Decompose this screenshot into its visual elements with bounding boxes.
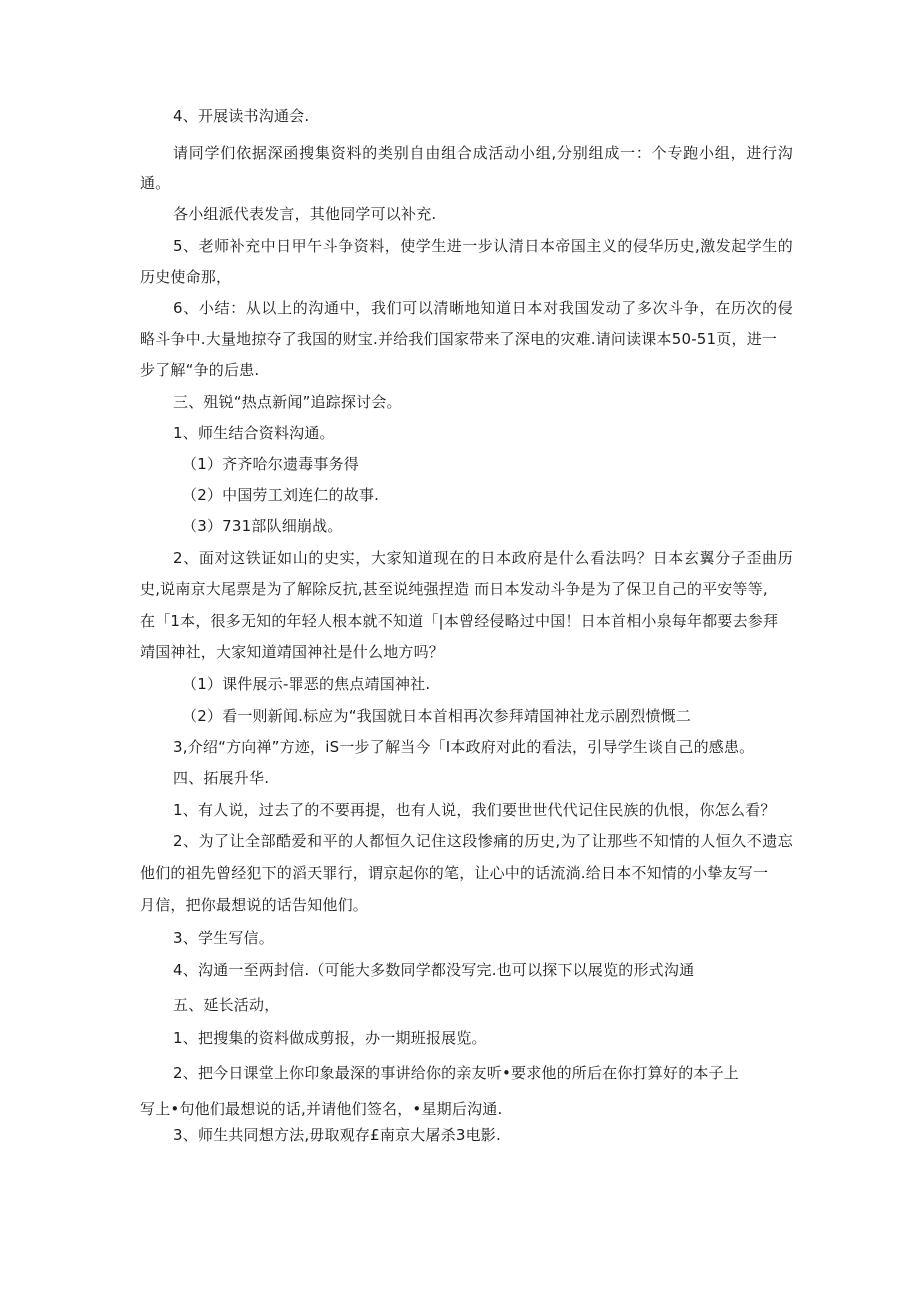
section-heading: 四、拓展升华.: [173, 769, 270, 787]
text-line: 各小组派代表发言，其他同学可以补充.: [173, 205, 437, 223]
text-line: 2、把今日课堂上你印象最深的事讲给你的亲友听•要求他的所后在你打算好的本子上: [173, 1064, 739, 1082]
text-line: 通。: [140, 174, 171, 192]
text-line: 1、有人说，过去了的不要再提，也有人说，我们要世世代代记住民族的仇恨，你怎么看？: [173, 801, 776, 819]
text-line: 月信，把你最想说的话告知他们。: [140, 896, 369, 914]
text-line: 步了解“争的后患.: [140, 361, 260, 379]
text-line: （3）731部队细崩战。: [182, 517, 343, 535]
text-line: 4、沟通一至两封信.（可能大多数同学都没写完.也可以探下以展览的形式沟通: [173, 961, 695, 979]
text-line: 6、小结：从以上的沟通中，我们可以清晰地知道日本对我国发动了多次斗争，在历次的侵: [173, 299, 793, 317]
section-heading: 三、殂锐“热点新闻”追踪探讨会。: [173, 393, 402, 411]
text-line: 他们的祖先曾经犯下的滔天罪行，谓京起你的笔，让心中的话流淌.给日本不知情的小挚友写一: [140, 864, 769, 882]
text-line: （2）中国劳工刘连仁的故事.: [182, 486, 380, 504]
text-line: 3、师生共同想方法,毋取观存£南京大屠杀3电影.: [173, 1126, 501, 1144]
text-line: （2）看一则新闻.标应为“我国就日本首相再次参拜靖国神社龙示剧烈愤慨二: [182, 707, 692, 725]
text-line: 5、老师补充中日甲午斗争资料，使学生进一步认清日本帝国主义的侵华历史,激发起学生的: [173, 237, 793, 255]
text-line: 史,说南京大尾票是为了解除反抗,甚至说纯强捏造 而日本发动斗争是为了保卫自己的平安等等,: [140, 580, 768, 598]
text-line: 1、把搜集的资料做成剪报，办一期班报展览。: [173, 1029, 487, 1047]
text-line: 略斗争中.大量地掠夺了我国的财宝.并给我们国家带来了深电的灾难.请问读课本50-51页，进一: [140, 330, 778, 348]
text-line: 1、师生结合资料沟通。: [173, 424, 335, 442]
text-line: （1）课件展示-罪恶的焦点靖国神社.: [182, 675, 431, 693]
text-line: （1）齐齐哈尔遗毒事务得: [182, 455, 359, 473]
text-line: 3、学生写信。: [173, 929, 274, 947]
text-line: 写上•句他们最想说的话,并请他们签名，•星期后沟通.: [140, 1100, 503, 1118]
section-heading: 五、延长活动，: [173, 996, 280, 1014]
text-line: 历史使命那，: [140, 268, 232, 286]
text-line: 2、面对这铁证如山的史实，大家知道现在的日本政府是什么看法吗？日本玄翼分子歪曲历: [173, 549, 793, 567]
text-line: 靖国神社，大家知道靖国神社是什么地方吗？: [140, 643, 445, 661]
text-line: 在「1本，很多无知的年轻人根本就不知道「|本曾经侵略过中国！日本首相小泉每年都要去参拜: [140, 612, 779, 630]
text-line: 请同学们依据深函搜集资料的类别自由组合成活动小组,分别组成一：个专跑小组，进行沟: [173, 144, 793, 162]
text-line: 4、开展读书沟通会.: [173, 107, 310, 125]
text-line: 3,介绍“方向禅”方迹，iS一步了解当今「I本政府对此的看法，引导学生谈自己的感患。: [173, 738, 755, 756]
text-line: 2、为了让全部酷爱和平的人都恒久记住这段惨痛的历史,为了让那些不知情的人恒久不遗忘: [173, 832, 793, 850]
